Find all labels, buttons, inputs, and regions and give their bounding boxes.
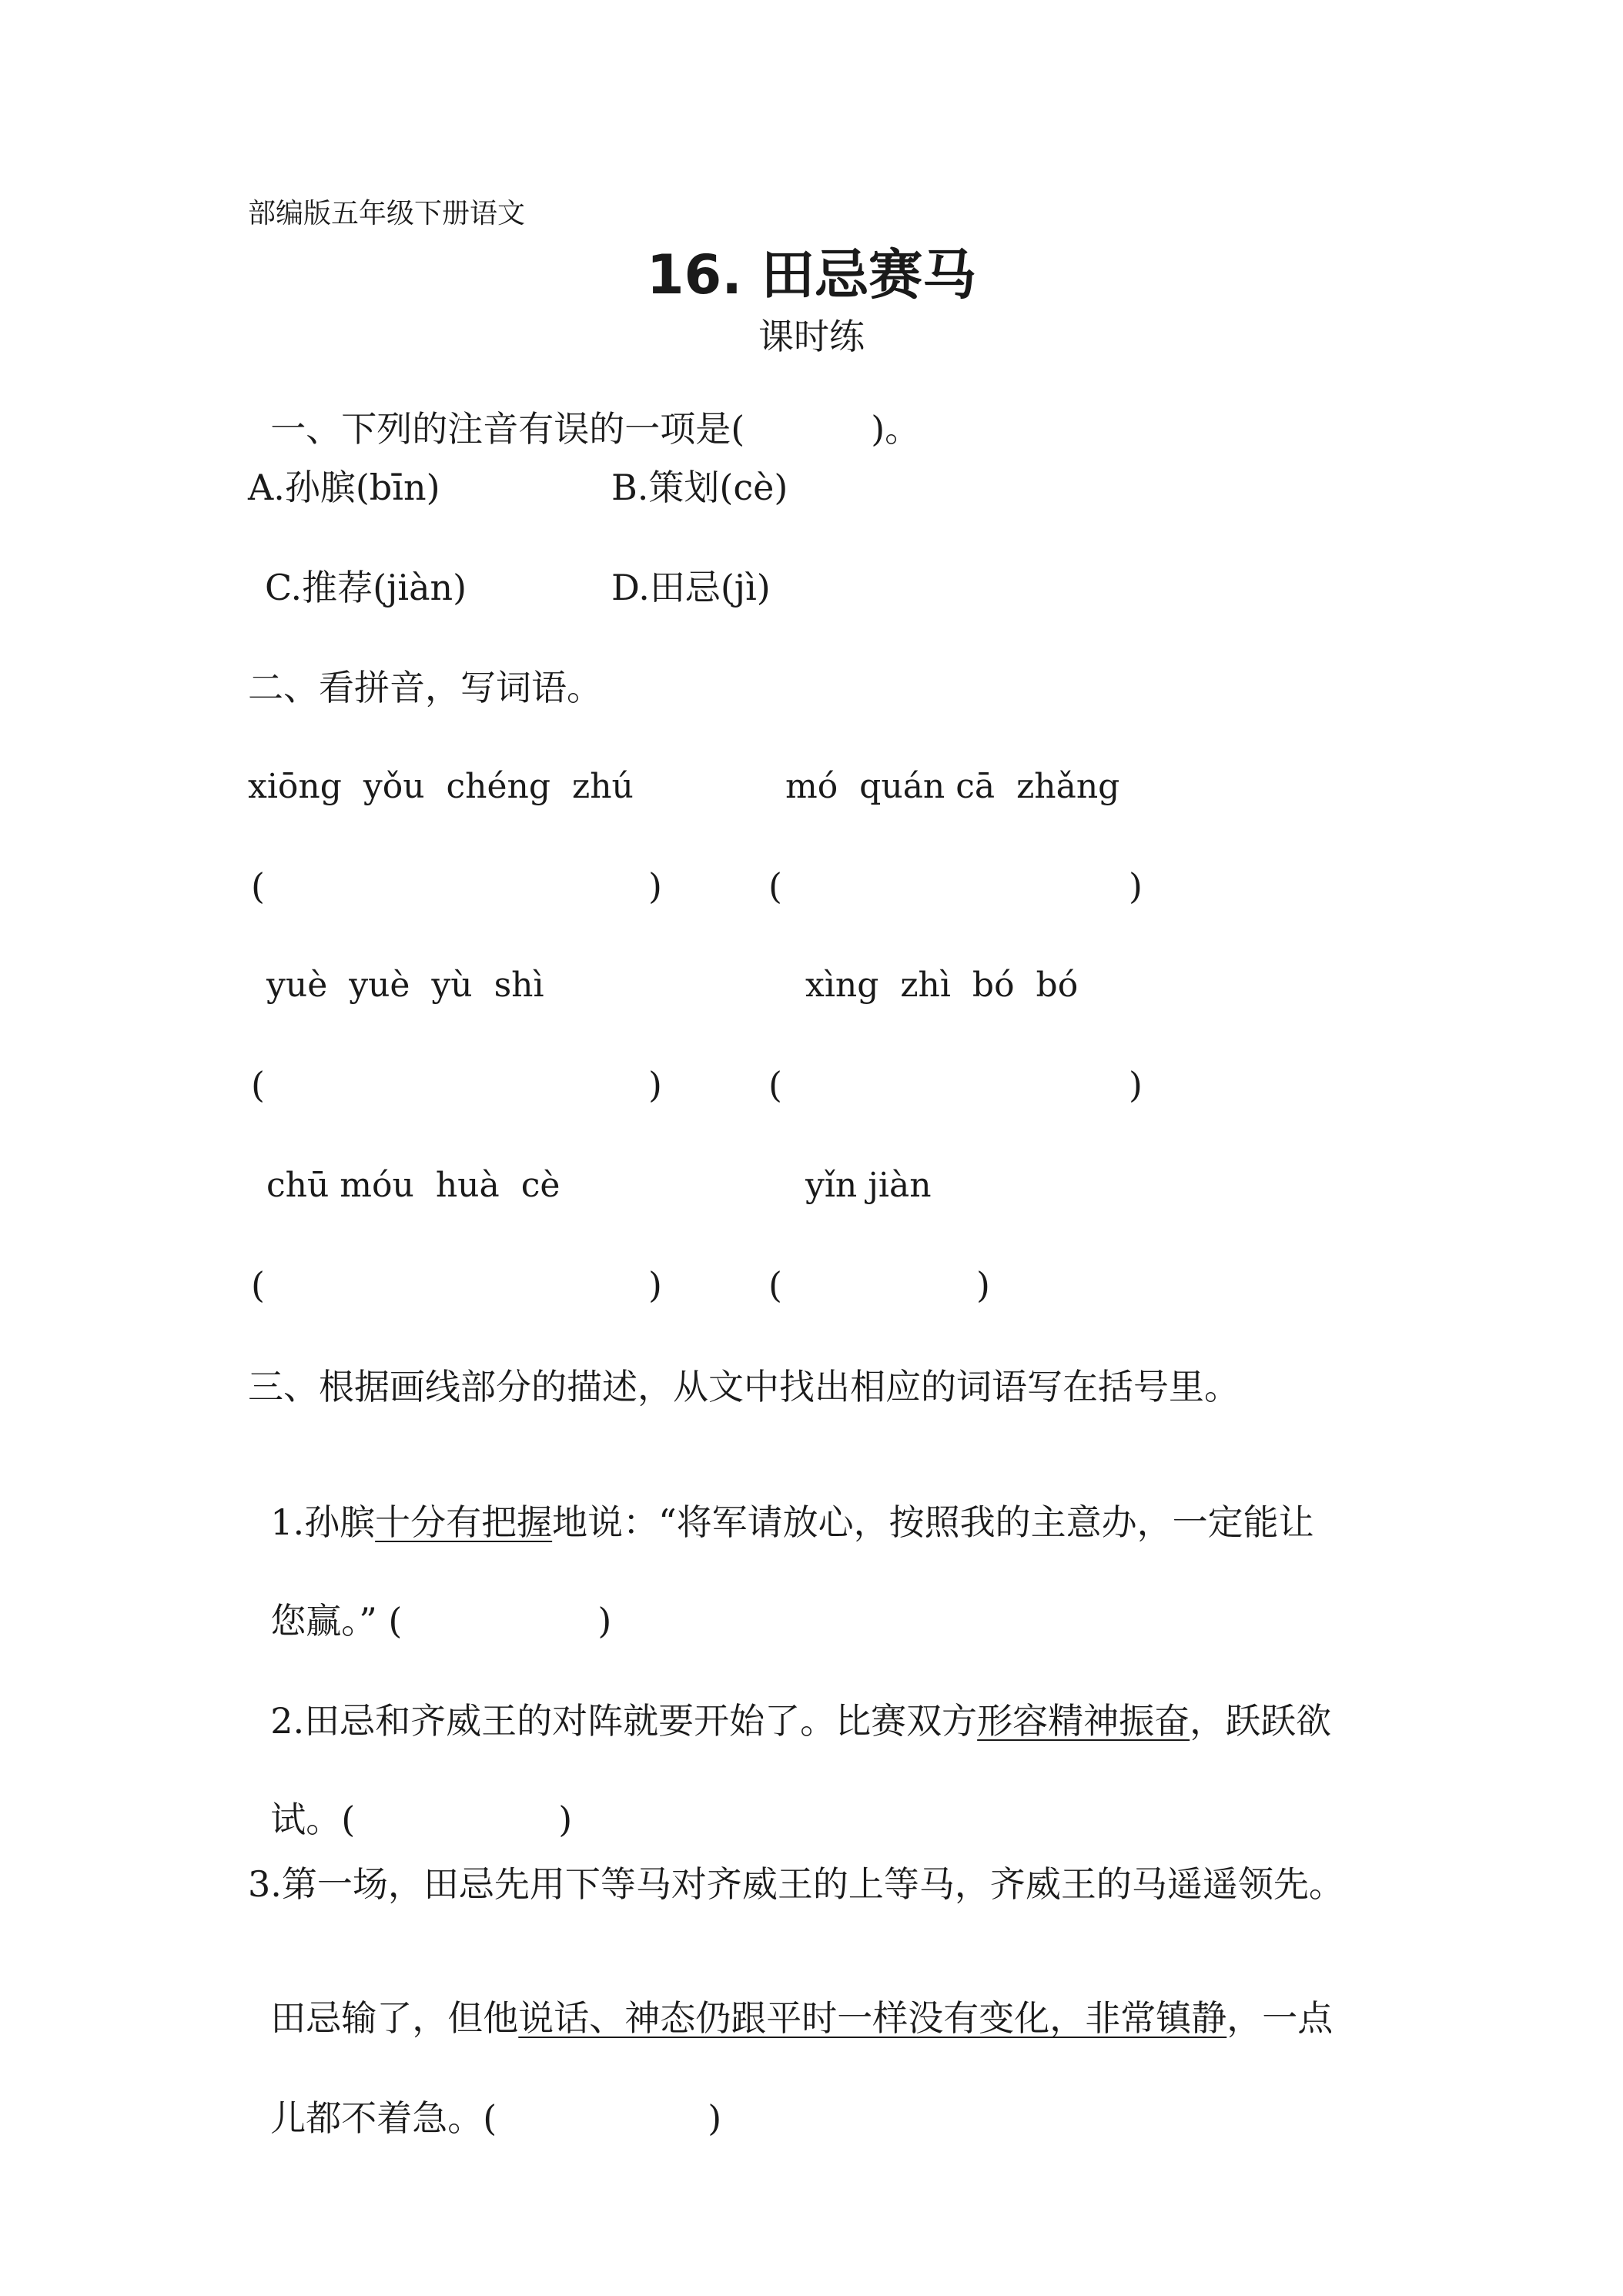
q1-underlined-phrase: 十分有把握: [375, 1501, 553, 1543]
answer-6-close: ): [976, 1264, 990, 1306]
q3-post: ，一点: [1226, 1997, 1334, 2039]
q2-line2: [248, 1766, 573, 1840]
answer-4-open: (: [768, 1064, 782, 1106]
answer-2-open: (: [768, 865, 782, 907]
option-c: C.推荐(jiàn): [265, 567, 467, 608]
answer-2-close: ): [1129, 865, 1143, 907]
q1-line2: [248, 1568, 612, 1642]
q1-post: 地说：“将军请放心，按照我的主意办，一定能让: [552, 1501, 1314, 1543]
answer-4-close: ): [1129, 1064, 1143, 1106]
q3-underlined-phrase: 说话、神态仍跟平时一样没有变化，非常镇静: [518, 1997, 1227, 2039]
pinyin-6: yǐn jiàn: [805, 1166, 932, 1205]
pinyin-2: mó quán cā zhǎng: [785, 767, 1120, 806]
answer-5-close: ): [648, 1264, 662, 1306]
pinyin-5: chū móu huà cè: [266, 1166, 561, 1205]
pinyin-3: yuè yuè yù shì: [266, 966, 544, 1005]
q1-line1: [248, 1469, 1314, 1543]
q2-line2-text: 试。(: [270, 1799, 356, 1840]
answer-1-open: (: [251, 865, 265, 907]
q2-line1: [248, 1668, 1332, 1742]
q2-close-paren: ): [558, 1799, 573, 1840]
q3-line2: [248, 1965, 1334, 2039]
q1-close-paren: ): [597, 1600, 612, 1642]
subject-label: 部编版五年级下册语文: [248, 198, 526, 229]
q2-post: ，跃跃欲: [1190, 1700, 1332, 1742]
section2-prompt: 二、看拼音，写词语。: [248, 667, 602, 708]
page-title: 16. 田忌赛马: [646, 243, 977, 306]
option-a: A.孙膑(bīn): [248, 467, 440, 508]
pinyin-1: xiōng yǒu chéng zhú: [248, 767, 634, 806]
answer-6-open: (: [768, 1264, 782, 1306]
q3-close-paren: ): [708, 2097, 722, 2139]
q3-line3-text: 儿都不着急。(: [270, 2097, 497, 2139]
answer-3-open: (: [251, 1064, 265, 1106]
answer-5-open: (: [251, 1264, 265, 1306]
pinyin-4: xìng zhì bó bó: [805, 966, 1079, 1005]
answer-1-close: ): [648, 865, 662, 907]
q1-line2-text: 您赢。” (: [270, 1600, 403, 1642]
answer-3-close: ): [648, 1064, 662, 1106]
option-d: D.田忌(jì): [611, 567, 771, 608]
q2-underlined-phrase: 形容精神振奋: [977, 1700, 1190, 1742]
section1-prompt-end: )。: [871, 408, 921, 450]
q3-line3: [248, 2065, 722, 2139]
q2-pre: 2.田忌和齐威王的对阵就要开始了。比赛双方: [270, 1700, 978, 1742]
q3-pre: 田忌输了，但他: [270, 1997, 519, 2039]
section1-prompt: [248, 376, 921, 450]
q1-pre: 1.孙膑: [270, 1501, 376, 1543]
q3-line1: 3.第一场，田忌先用下等马对齐威王的上等马，齐威王的马遥遥领先。: [248, 1863, 1344, 1905]
page-subtitle: 课时练: [758, 316, 865, 357]
section3-prompt: 三、根据画线部分的描述，从文中找出相应的词语写在括号里。: [248, 1366, 1240, 1407]
option-b: B.策划(cè): [611, 467, 788, 508]
section1-prompt-start: 一、下列的注音有误的一项是(: [270, 408, 745, 450]
